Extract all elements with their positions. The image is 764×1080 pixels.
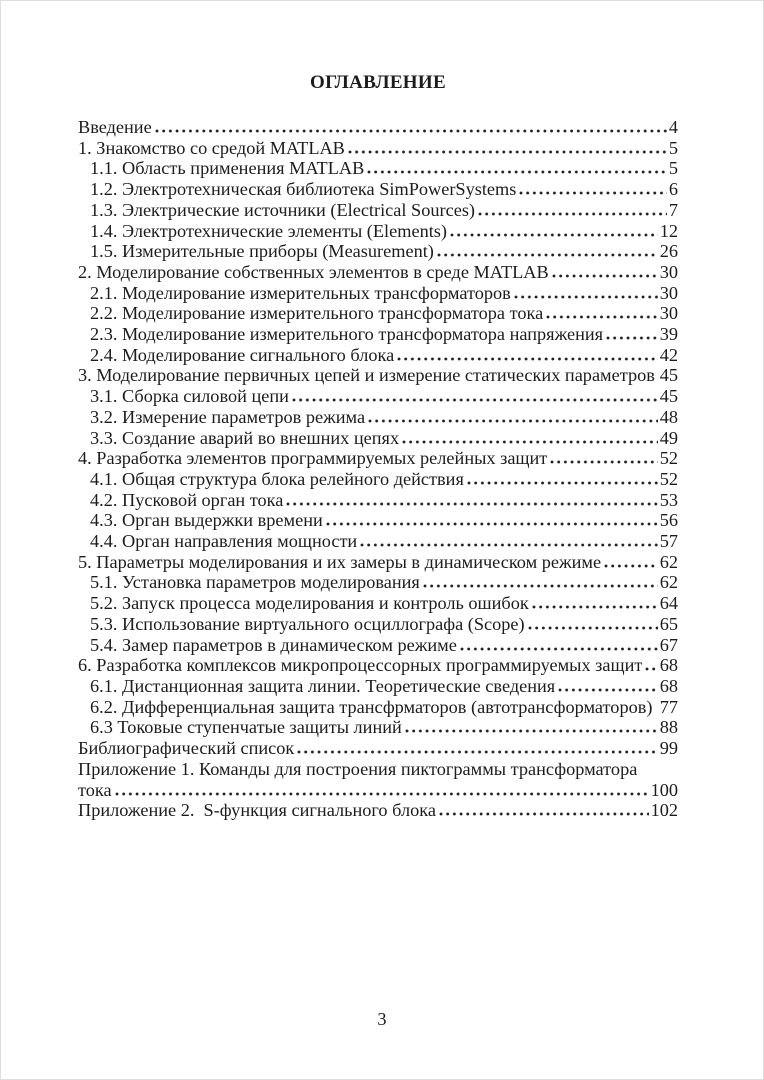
dot-leader [528, 626, 658, 630]
dot-leader [552, 274, 658, 278]
toc-entry-page: 68 [659, 675, 678, 696]
toc-entry-text: 1.4. Электротехнические элементы (Elements) [90, 220, 448, 241]
dot-leader [348, 150, 667, 154]
toc-entry [78, 448, 678, 469]
toc-entry-text: 6.2. Дифференциальная защита трансфрматоров (автотрансформаторов) [90, 696, 653, 717]
dot-leader [367, 170, 667, 174]
toc-entry-text: 1.1. Область применения MATLAB [90, 158, 365, 179]
toc-entry-text: 6.3 Токовые ступенчатые защиты линий [90, 717, 402, 738]
toc-entry [78, 428, 678, 449]
toc-entry-text: 2.4. Моделирование сигнального блока [90, 344, 395, 365]
toc-entry-page: 65 [659, 613, 678, 634]
toc-entry-text: Библиографический список [78, 738, 295, 759]
toc-entry-page: 57 [659, 531, 678, 552]
toc-entry [78, 552, 678, 573]
dot-leader [368, 419, 658, 423]
dot-leader [326, 522, 658, 526]
toc-entry-text: 5.1. Установка параметров моделирования [90, 572, 420, 593]
toc-entry-text: 2. Моделирование собственных элементов в среде MATLAB [78, 261, 549, 282]
page-title: ОГЛАВЛЕНИЕ [310, 72, 446, 93]
toc-entry-text: 4.4. Орган направления мощности [90, 531, 358, 552]
toc-entry [78, 800, 678, 821]
dot-leader [546, 315, 658, 319]
toc-entry-page: 7 [668, 199, 678, 220]
toc-list [78, 117, 678, 821]
dot-leader [645, 667, 657, 671]
toc-entry [78, 759, 678, 780]
toc-entry-page: 77 [659, 696, 678, 717]
toc-entry-page: 4 [668, 117, 678, 137]
toc-entry [78, 614, 678, 635]
toc-entry [78, 531, 678, 552]
toc-entry [78, 572, 678, 593]
toc-entry [78, 345, 678, 366]
toc-entry-page: 68 [659, 655, 678, 676]
toc-entry-text: 5.3. Использование виртуального осциллографа (Scope) [90, 613, 525, 634]
toc-entry-page: 99 [659, 738, 678, 759]
toc-entry-page: 48 [659, 406, 678, 427]
dot-leader [550, 460, 657, 464]
toc-entry-page: 5 [668, 137, 678, 158]
toc-entry-page: 67 [659, 634, 678, 655]
toc-entry-page: 64 [659, 593, 678, 614]
toc-entry [78, 510, 678, 531]
toc-entry [78, 635, 678, 656]
toc-entry [78, 283, 678, 304]
toc-entry-page: 52 [659, 448, 678, 469]
dot-leader [450, 233, 658, 237]
toc-entry [78, 200, 678, 221]
toc-entry-text: 2.1. Моделирование измерительных трансформаторов [90, 282, 511, 303]
toc-entry [78, 490, 678, 511]
dot-leader [423, 584, 658, 588]
toc-entry [78, 697, 678, 718]
dot-leader [292, 398, 658, 402]
toc-entry [78, 138, 678, 159]
toc-entry-page: 26 [659, 241, 678, 262]
dot-leader [397, 357, 658, 361]
toc-entry-page: 52 [659, 468, 678, 489]
toc-entry-page: 100 [650, 779, 678, 800]
toc-entry-page: 102 [650, 800, 678, 821]
toc-entry-page: 56 [659, 510, 678, 531]
toc-entry-page: 53 [659, 489, 678, 510]
toc-entry-page: 88 [659, 717, 678, 738]
dot-leader [155, 129, 667, 133]
toc-entry-text: Приложение 1. Команды для построения пиктограммы трансформатора [78, 758, 638, 779]
toc-entry [78, 407, 678, 428]
toc-entry [78, 676, 678, 697]
dot-leader [532, 605, 658, 609]
toc-entry [78, 158, 678, 179]
dot-leader [558, 688, 658, 692]
toc-entry-text: 4.3. Орган выдержки времени [90, 510, 323, 531]
toc-entry-text: 4.2. Пусковой орган тока [90, 489, 284, 510]
toc-entry [78, 780, 678, 801]
toc-entry-text: 3. Моделирование первичных цепей и измерение статических параметров [78, 365, 655, 386]
toc-entry-text: 3.3. Создание аварий во внешних цепях [90, 427, 400, 448]
toc-entry [78, 179, 678, 200]
toc-entry [78, 593, 678, 614]
toc-entry-page: 30 [659, 261, 678, 282]
dot-leader [286, 502, 657, 506]
toc-entry-page: 45 [659, 365, 678, 386]
dot-leader [437, 253, 658, 257]
footer-page-number: 3 [377, 1009, 387, 1029]
toc-entry-text: 1.2. Электротехническая библиотека SimPowerSystems [90, 179, 517, 200]
dot-leader [604, 564, 658, 568]
toc-entry-text: 2.2. Моделирование измерительного трансформатора тока [90, 303, 544, 324]
dot-leader [405, 729, 658, 733]
toc-entry [78, 738, 678, 759]
dot-leader [402, 440, 658, 444]
dot-leader [460, 647, 658, 651]
dot-leader [606, 336, 658, 340]
dot-leader [467, 481, 658, 485]
toc-entry-page: 30 [659, 303, 678, 324]
dot-leader [297, 750, 657, 754]
toc-entry [78, 221, 678, 242]
toc-entry [78, 469, 678, 490]
toc-entry-text: 3.1. Сборка силовой цепи [90, 386, 289, 407]
toc-entry-text: 4. Разработка элементов программируемых релейных защит [78, 448, 548, 469]
toc-entry [78, 655, 678, 676]
toc-entry-text: 1. Знакомство со средой MATLAB [78, 137, 345, 158]
toc-entry-text: 6. Разработка комплексов микропроцессорных программируемых защит [78, 655, 643, 676]
toc-entry [78, 365, 678, 386]
dot-leader [514, 295, 658, 299]
toc-entry-text: Приложение 2. S-функция сигнального блока [78, 800, 436, 821]
toc-entry-page: 5 [668, 158, 678, 179]
toc-entry [78, 303, 678, 324]
toc-entry [78, 717, 678, 738]
toc-entry-text: Введение [78, 117, 152, 137]
toc-entry-text: 6.1. Дистанционная защита линии. Теоретические сведения [90, 675, 556, 696]
toc-entry [78, 386, 678, 407]
dot-leader [439, 812, 649, 816]
dot-leader [360, 543, 657, 547]
toc-entry-text: 3.2. Измерение параметров режима [90, 406, 366, 427]
toc-entry-page: 62 [659, 572, 678, 593]
toc-entry-page: 42 [659, 344, 678, 365]
toc-entry-text: 5.4. Замер параметров в динамическом режиме [90, 634, 457, 655]
toc-entry-text: 5.2. Запуск процесса моделирования и контроль ошибок [90, 593, 529, 614]
dot-leader [519, 191, 667, 195]
toc-entry-page: 49 [659, 427, 678, 448]
toc-entry-text: 2.3. Моделирование измерительного трансформатора напряжения [90, 324, 604, 345]
toc-entry [78, 241, 678, 262]
toc-entry-page: 62 [659, 551, 678, 572]
toc-entry [78, 117, 678, 138]
toc-entry-text: 5. Параметры моделирования и их замеры в динамическом режиме [78, 551, 602, 572]
toc-entry-page: 39 [659, 324, 678, 345]
toc-entry-page: 12 [659, 220, 678, 241]
toc-entry [78, 324, 678, 345]
toc-entry-page: 6 [668, 179, 678, 200]
dot-leader [115, 792, 649, 796]
toc-entry-text: 4.1. Общая структура блока релейного действия [90, 468, 464, 489]
toc-entry-text: тока [78, 779, 112, 800]
toc-entry [78, 262, 678, 283]
toc-entry-text: 1.5. Измерительные приборы (Measurement) [90, 241, 434, 262]
toc-entry-page: 30 [659, 282, 678, 303]
toc-entry-text: 1.3. Электрические источники (Electrical Sources) [90, 199, 476, 220]
dot-leader [478, 212, 667, 216]
toc-entry-page: 45 [659, 386, 678, 407]
